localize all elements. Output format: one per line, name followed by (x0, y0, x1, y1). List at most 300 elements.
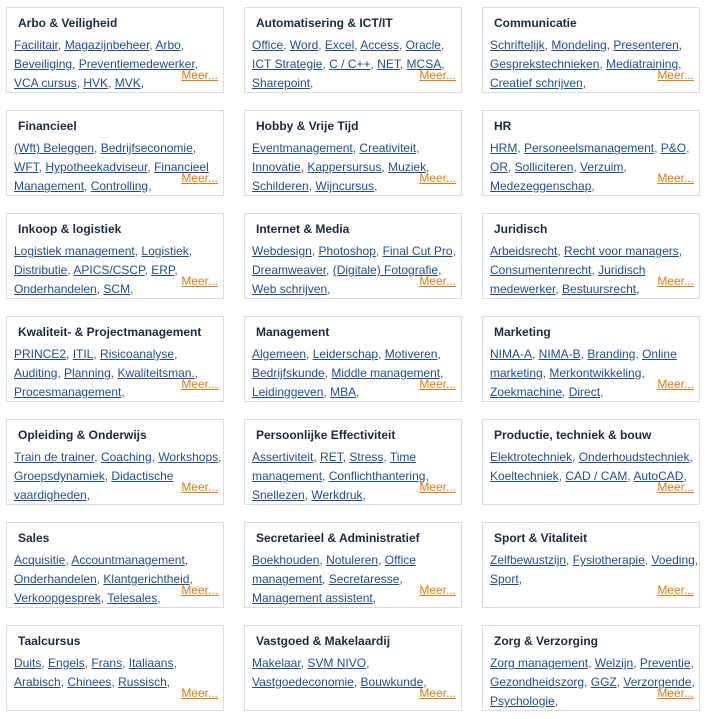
course-link[interactable]: Groepsdynamiek (14, 469, 105, 483)
link-separator: , (313, 450, 321, 464)
link-separator: , (362, 488, 366, 502)
link-separator: , (311, 244, 319, 258)
link-separator: , (416, 141, 420, 155)
link-separator: , (324, 366, 332, 380)
link-separator: , (555, 282, 563, 296)
course-link[interactable]: Schilderen (252, 179, 309, 193)
course-link[interactable]: Workshops (158, 450, 219, 464)
more-link[interactable]: Meer... (419, 686, 456, 700)
course-link[interactable]: Consumentenrecht (490, 263, 592, 277)
course-link[interactable]: Didactische vaardigheden (14, 469, 174, 502)
course-link[interactable]: PRINCE2 (14, 347, 67, 361)
course-link[interactable]: Access (360, 38, 399, 52)
link-separator: , (96, 572, 104, 586)
link-separator: , (636, 282, 640, 296)
link-separator: , (623, 160, 627, 174)
course-link[interactable]: SVM NIVO (307, 656, 367, 670)
course-link[interactable]: Gezondheidszorg (490, 675, 585, 689)
course-link[interactable]: Koeltechniek (490, 469, 559, 483)
course-link[interactable]: Financieel Management (14, 160, 209, 193)
link-separator: , (572, 450, 579, 464)
link-separator: , (180, 38, 185, 52)
link-separator: , (189, 572, 193, 586)
more-link[interactable]: Meer... (419, 171, 456, 185)
link-separator: , (147, 160, 155, 174)
course-link[interactable]: Stress (349, 450, 384, 464)
link-separator: , (86, 488, 91, 502)
course-link[interactable]: Management assistent (252, 591, 373, 605)
course-link[interactable]: SCM (103, 282, 131, 296)
more-link[interactable]: Meer... (419, 480, 456, 494)
course-link[interactable]: Recht voor managers (564, 244, 679, 258)
link-separator: , (566, 553, 573, 567)
category-title: Arbo & Veiligheid (18, 16, 118, 30)
more-link[interactable]: Meer... (181, 583, 218, 597)
category-box (6, 419, 224, 505)
link-separator: , (94, 141, 101, 155)
course-link[interactable]: Innovatie (252, 160, 301, 174)
link-separator: , (166, 675, 171, 689)
course-link[interactable]: ERP (151, 263, 175, 277)
course-link[interactable]: Voeding (651, 553, 695, 567)
course-link[interactable]: Beveiliging (14, 57, 73, 71)
course-link[interactable]: HRM (490, 141, 518, 155)
course-link[interactable]: Kappersursus (307, 160, 382, 174)
course-link[interactable]: Coaching (100, 450, 152, 464)
category-box (6, 522, 224, 608)
course-link[interactable]: Boekhouden (252, 553, 320, 567)
course-link[interactable]: Train de trainer (14, 450, 95, 464)
course-link[interactable]: Branding (587, 347, 636, 361)
link-separator: , (96, 282, 104, 296)
course-link[interactable]: Distributie (14, 263, 68, 277)
link-separator: , (544, 38, 552, 52)
course-link[interactable]: Juridisch medewerker (490, 263, 646, 296)
link-separator: , (111, 675, 119, 689)
course-link[interactable]: OR (490, 160, 508, 174)
course-link[interactable]: Frans (91, 656, 123, 670)
course-link[interactable]: (Digitale) Fotografie (332, 263, 439, 277)
category-title: Opleiding & Onderwijs (18, 428, 147, 442)
link-separator: , (174, 347, 178, 361)
link-separator: , (678, 57, 682, 71)
course-link[interactable]: Duits (14, 656, 42, 670)
link-separator: , (151, 450, 159, 464)
link-separator: , (173, 656, 177, 670)
course-link[interactable]: Bestuursrecht (562, 282, 637, 296)
link-separator: , (100, 591, 108, 605)
course-link[interactable]: Algemeen (252, 347, 307, 361)
course-link[interactable]: Medezeggenschap (490, 179, 592, 193)
course-link[interactable]: Solliciteren (514, 160, 574, 174)
more-link[interactable]: Meer... (181, 171, 218, 185)
link-separator: , (584, 675, 591, 689)
link-separator: , (130, 282, 134, 296)
course-link[interactable]: Bedrijfskunde (252, 366, 325, 380)
category-title: Zorg & Verzorging (494, 634, 599, 648)
course-link[interactable]: Magazijnbeheer (64, 38, 150, 52)
course-link[interactable]: Leidinggeven (252, 385, 324, 399)
course-link[interactable]: Webdesign (252, 244, 312, 258)
link-separator: , (678, 38, 683, 52)
link-separator: , (194, 57, 199, 71)
course-link[interactable]: Gesprekstechnieken (490, 57, 600, 71)
link-separator: , (441, 57, 445, 71)
course-link[interactable]: Preventiemedewerker (78, 57, 195, 71)
category-box (6, 110, 224, 196)
link-separator: , (41, 656, 49, 670)
link-separator: , (323, 385, 331, 399)
link-separator: , (353, 675, 361, 689)
category-title: Financieel (18, 119, 77, 133)
category-box (244, 213, 462, 299)
link-separator: , (678, 244, 683, 258)
link-separator: , (518, 572, 523, 586)
link-separator: , (157, 591, 161, 605)
course-link[interactable]: Snellezen (252, 488, 305, 502)
course-link[interactable]: Risicoanalyse (100, 347, 175, 361)
course-link[interactable]: MBA (330, 385, 357, 399)
link-separator: , (437, 347, 441, 361)
category-links (252, 551, 462, 608)
category-box (244, 7, 462, 93)
course-link[interactable]: Hypotheekadviseur (45, 160, 148, 174)
more-link[interactable]: Meer... (657, 686, 694, 700)
link-separator: , (322, 469, 329, 483)
course-link[interactable]: Wijncursus (315, 179, 375, 193)
link-separator: , (352, 141, 360, 155)
course-link[interactable]: Onderhoudstechniek (578, 450, 690, 464)
category-title: Marketing (494, 325, 551, 339)
link-separator: , (398, 38, 406, 52)
link-separator: , (304, 488, 312, 502)
course-link[interactable]: Onderhandelen (14, 572, 97, 586)
link-separator: , (374, 179, 378, 193)
course-link[interactable]: Preventie (639, 656, 691, 670)
link-separator: , (378, 347, 385, 361)
link-separator: , (423, 675, 427, 689)
more-link[interactable]: Meer... (419, 583, 456, 597)
course-link[interactable]: Chinees (67, 675, 112, 689)
link-separator: , (319, 553, 327, 567)
link-separator: , (342, 450, 350, 464)
more-link[interactable]: Meer... (657, 274, 694, 288)
link-separator: , (300, 160, 308, 174)
link-separator: , (366, 656, 370, 670)
link-separator: , (148, 179, 152, 193)
course-link[interactable]: Time management (252, 450, 417, 483)
category-box (6, 213, 224, 299)
course-link[interactable]: Procesmanagement (14, 385, 122, 399)
course-link[interactable]: Klantgerichtheid (103, 572, 190, 586)
category-box (6, 7, 224, 93)
category-box (482, 213, 700, 299)
category-box (482, 419, 700, 505)
category-box (244, 522, 462, 608)
course-link[interactable]: Word (289, 38, 319, 52)
course-link[interactable]: Excel (324, 38, 355, 52)
link-separator: , (627, 469, 634, 483)
link-separator: , (508, 160, 515, 174)
course-link[interactable]: (Wft) Beleggen (14, 141, 95, 155)
link-separator: , (542, 366, 550, 380)
course-link[interactable]: Verkoopgesprek (14, 591, 101, 605)
category-box (482, 625, 700, 711)
more-link[interactable]: Meer... (181, 377, 218, 391)
category-title: Communicatie (494, 16, 577, 30)
course-link[interactable]: Assertiviteit (252, 450, 314, 464)
course-link[interactable]: Sharepoint (252, 76, 311, 90)
more-link[interactable]: Meer... (181, 480, 218, 494)
category-title: Vastgoed & Makelaardij (256, 634, 391, 648)
category-links (252, 345, 462, 402)
link-separator: , (554, 694, 559, 708)
course-link[interactable]: Kwaliteitsman. (117, 366, 195, 380)
link-separator: , (616, 675, 624, 689)
course-link[interactable]: Russisch (118, 675, 167, 689)
more-link[interactable]: Meer... (657, 68, 694, 82)
course-link[interactable]: WFT (14, 160, 39, 174)
category-title: Automatisering & ICT/IT (256, 16, 393, 30)
link-separator: , (356, 385, 360, 399)
course-link[interactable]: Schriftelijk (490, 38, 545, 52)
course-link[interactable]: Logistiek (141, 244, 189, 258)
course-link[interactable]: NET (377, 57, 400, 71)
course-link[interactable]: Sport (490, 572, 519, 586)
link-separator: , (108, 76, 115, 90)
link-separator: , (122, 656, 129, 670)
course-link[interactable]: Leiderschap (312, 347, 379, 361)
category-links (14, 242, 224, 299)
course-link[interactable]: Vastgoedeconomie (252, 675, 354, 689)
course-link[interactable]: Mondeling (551, 38, 607, 52)
category-box (244, 110, 462, 196)
link-separator: , (322, 572, 329, 586)
more-link[interactable]: Meer... (657, 583, 694, 597)
course-link[interactable]: ITIL (72, 347, 94, 361)
link-separator: , (134, 244, 142, 258)
link-separator: , (558, 469, 566, 483)
category-box (244, 625, 462, 711)
link-separator: , (599, 57, 607, 71)
link-separator: , (426, 160, 430, 174)
course-link[interactable]: Personeelsmanagement (524, 141, 655, 155)
link-separator: , (644, 553, 652, 567)
course-link[interactable]: Mediatraining (606, 57, 679, 71)
course-link[interactable]: NIMA-B (538, 347, 581, 361)
course-link[interactable]: Eventmanagement (252, 141, 353, 155)
link-separator: , (532, 347, 539, 361)
category-links (252, 36, 462, 93)
course-link[interactable]: Office (252, 38, 284, 52)
link-separator: , (633, 656, 640, 670)
category-box (482, 7, 700, 93)
course-link[interactable]: Creatief schrijven (490, 76, 583, 90)
category-title: Persoonlijke Effectiviteit (256, 428, 396, 442)
link-separator: , (562, 385, 569, 399)
category-links (14, 36, 224, 93)
course-link[interactable]: Creativiteit (359, 141, 417, 155)
link-separator: , (600, 385, 604, 399)
link-separator: , (635, 347, 643, 361)
course-link[interactable]: Bouwkunde (360, 675, 424, 689)
course-link[interactable]: Merkontwikkeling (549, 366, 642, 380)
course-link[interactable]: Zorg management (490, 656, 589, 670)
course-link[interactable]: Muziek (388, 160, 427, 174)
category-title: Juridisch (494, 222, 548, 236)
link-separator: , (378, 553, 385, 567)
link-separator: , (381, 160, 389, 174)
link-separator: , (582, 76, 587, 90)
link-separator: , (283, 38, 290, 52)
course-link[interactable]: Planning (64, 366, 111, 380)
course-link[interactable]: Office management (252, 553, 416, 586)
course-link[interactable]: Auditing (14, 366, 58, 380)
category-title: Productie, techniek & bouw (494, 428, 652, 442)
course-link[interactable]: Arbo (155, 38, 181, 52)
link-separator: , (308, 179, 316, 193)
link-separator: , (110, 366, 118, 380)
link-separator: , (174, 263, 178, 277)
course-link[interactable]: Psychologie (490, 694, 555, 708)
link-separator: , (370, 57, 378, 71)
course-link[interactable]: Werkdruk (311, 488, 363, 502)
category-title: Sales (18, 531, 50, 545)
course-link[interactable]: Fysiotherapie (572, 553, 645, 567)
category-box (244, 419, 462, 505)
course-link[interactable]: APICS/CSCP (73, 263, 145, 277)
link-separator: , (58, 38, 65, 52)
course-link[interactable]: Conflichthantering (328, 469, 426, 483)
category-links (490, 654, 700, 711)
link-separator: , (327, 282, 331, 296)
course-link[interactable]: Dreamweaver (252, 263, 327, 277)
course-link[interactable]: Zoekmachine (490, 385, 563, 399)
course-link[interactable]: Verzuim (580, 160, 624, 174)
link-separator: , (654, 141, 661, 155)
course-link[interactable]: Facilitair (14, 38, 59, 52)
link-separator: , (573, 160, 581, 174)
more-link[interactable]: Meer... (181, 686, 218, 700)
link-separator: , (591, 179, 595, 193)
more-link[interactable]: Meer... (419, 68, 456, 82)
link-separator: , (94, 450, 101, 464)
course-link[interactable]: HVK (83, 76, 109, 90)
course-link[interactable]: Telesales (107, 591, 158, 605)
course-link[interactable]: ICT Strategie (252, 57, 323, 71)
more-link[interactable]: Meer... (419, 377, 456, 391)
course-link[interactable]: GGZ (590, 675, 617, 689)
category-links (252, 139, 462, 196)
link-separator: , (218, 450, 222, 464)
link-separator: , (93, 347, 101, 361)
more-link[interactable]: Meer... (419, 274, 456, 288)
course-link[interactable]: CAD / CAM (565, 469, 628, 483)
link-separator: , (65, 553, 72, 567)
course-link[interactable]: P&O (660, 141, 687, 155)
course-link[interactable]: Makelaar (252, 656, 301, 670)
more-link[interactable]: Meer... (657, 377, 694, 391)
more-link[interactable]: Meer... (657, 480, 694, 494)
link-separator: , (372, 591, 377, 605)
course-link[interactable]: Presenteren (613, 38, 679, 52)
course-link[interactable]: Logistiek management (14, 244, 135, 258)
link-separator: , (425, 469, 429, 483)
link-separator: , (140, 76, 145, 90)
category-links (14, 345, 224, 402)
category-box (482, 522, 700, 608)
category-box (482, 110, 700, 196)
course-link[interactable]: C / C++ (329, 57, 371, 71)
more-link[interactable]: Meer... (181, 274, 218, 288)
course-link[interactable]: Middle management (331, 366, 441, 380)
link-separator: , (310, 76, 314, 90)
course-link[interactable]: Controlling (90, 179, 149, 193)
link-separator: , (354, 38, 361, 52)
link-separator: , (694, 553, 699, 567)
course-link[interactable]: Onderhandelen (14, 282, 97, 296)
course-link[interactable]: AutoCAD (633, 469, 684, 483)
category-links (252, 242, 462, 299)
course-link[interactable]: Web schrijven (252, 282, 328, 296)
course-link[interactable]: Motiveren (384, 347, 438, 361)
course-link[interactable]: RET (320, 450, 343, 464)
course-link[interactable]: MCSA (406, 57, 442, 71)
link-separator: , (192, 141, 197, 155)
course-link[interactable]: VCA cursus (14, 76, 77, 90)
link-separator: , (399, 572, 403, 586)
link-separator: , (66, 347, 73, 361)
course-link[interactable]: Final Cut Pro (382, 244, 453, 258)
course-link[interactable]: Direct (568, 385, 601, 399)
link-separator: , (184, 553, 189, 567)
course-link[interactable]: Photoshop (318, 244, 376, 258)
link-separator: , (690, 656, 694, 670)
course-link[interactable]: MVK (114, 76, 141, 90)
course-link[interactable]: NIMA-A (490, 347, 532, 361)
course-link[interactable]: Welzijn (594, 656, 634, 670)
category-links (14, 139, 224, 196)
course-link[interactable]: Arabisch (14, 675, 61, 689)
link-separator: , (57, 366, 65, 380)
course-link[interactable]: Bedrijfseconomie (100, 141, 193, 155)
more-link[interactable]: Meer... (181, 68, 218, 82)
link-separator: , (686, 141, 690, 155)
category-box (244, 316, 462, 402)
more-link[interactable]: Meer... (657, 171, 694, 185)
category-box (6, 625, 224, 711)
link-separator: , (76, 76, 84, 90)
course-link[interactable]: Zelfbewustzijn (490, 553, 567, 567)
course-link[interactable]: Oracle (405, 38, 441, 52)
link-separator: , (399, 57, 407, 71)
course-link[interactable]: Secretaresse (328, 572, 400, 586)
course-link[interactable]: Arbeidsrecht (490, 244, 558, 258)
course-link[interactable]: Online marketing (490, 347, 677, 380)
category-title: Inkoop & logistiek (18, 222, 122, 236)
course-link[interactable]: Engels (48, 656, 85, 670)
link-separator: , (691, 675, 695, 689)
course-link[interactable]: Italiaans (128, 656, 174, 670)
course-link[interactable]: Elektrotechniek (490, 450, 573, 464)
link-separator: , (149, 38, 156, 52)
course-link[interactable]: Accountmanagement (71, 553, 185, 567)
link-separator: , (588, 656, 595, 670)
course-link[interactable]: Verzorgende (623, 675, 692, 689)
course-link[interactable]: Acquisitie (14, 553, 66, 567)
course-link[interactable]: Notuleren (326, 553, 379, 567)
category-links (490, 139, 700, 196)
